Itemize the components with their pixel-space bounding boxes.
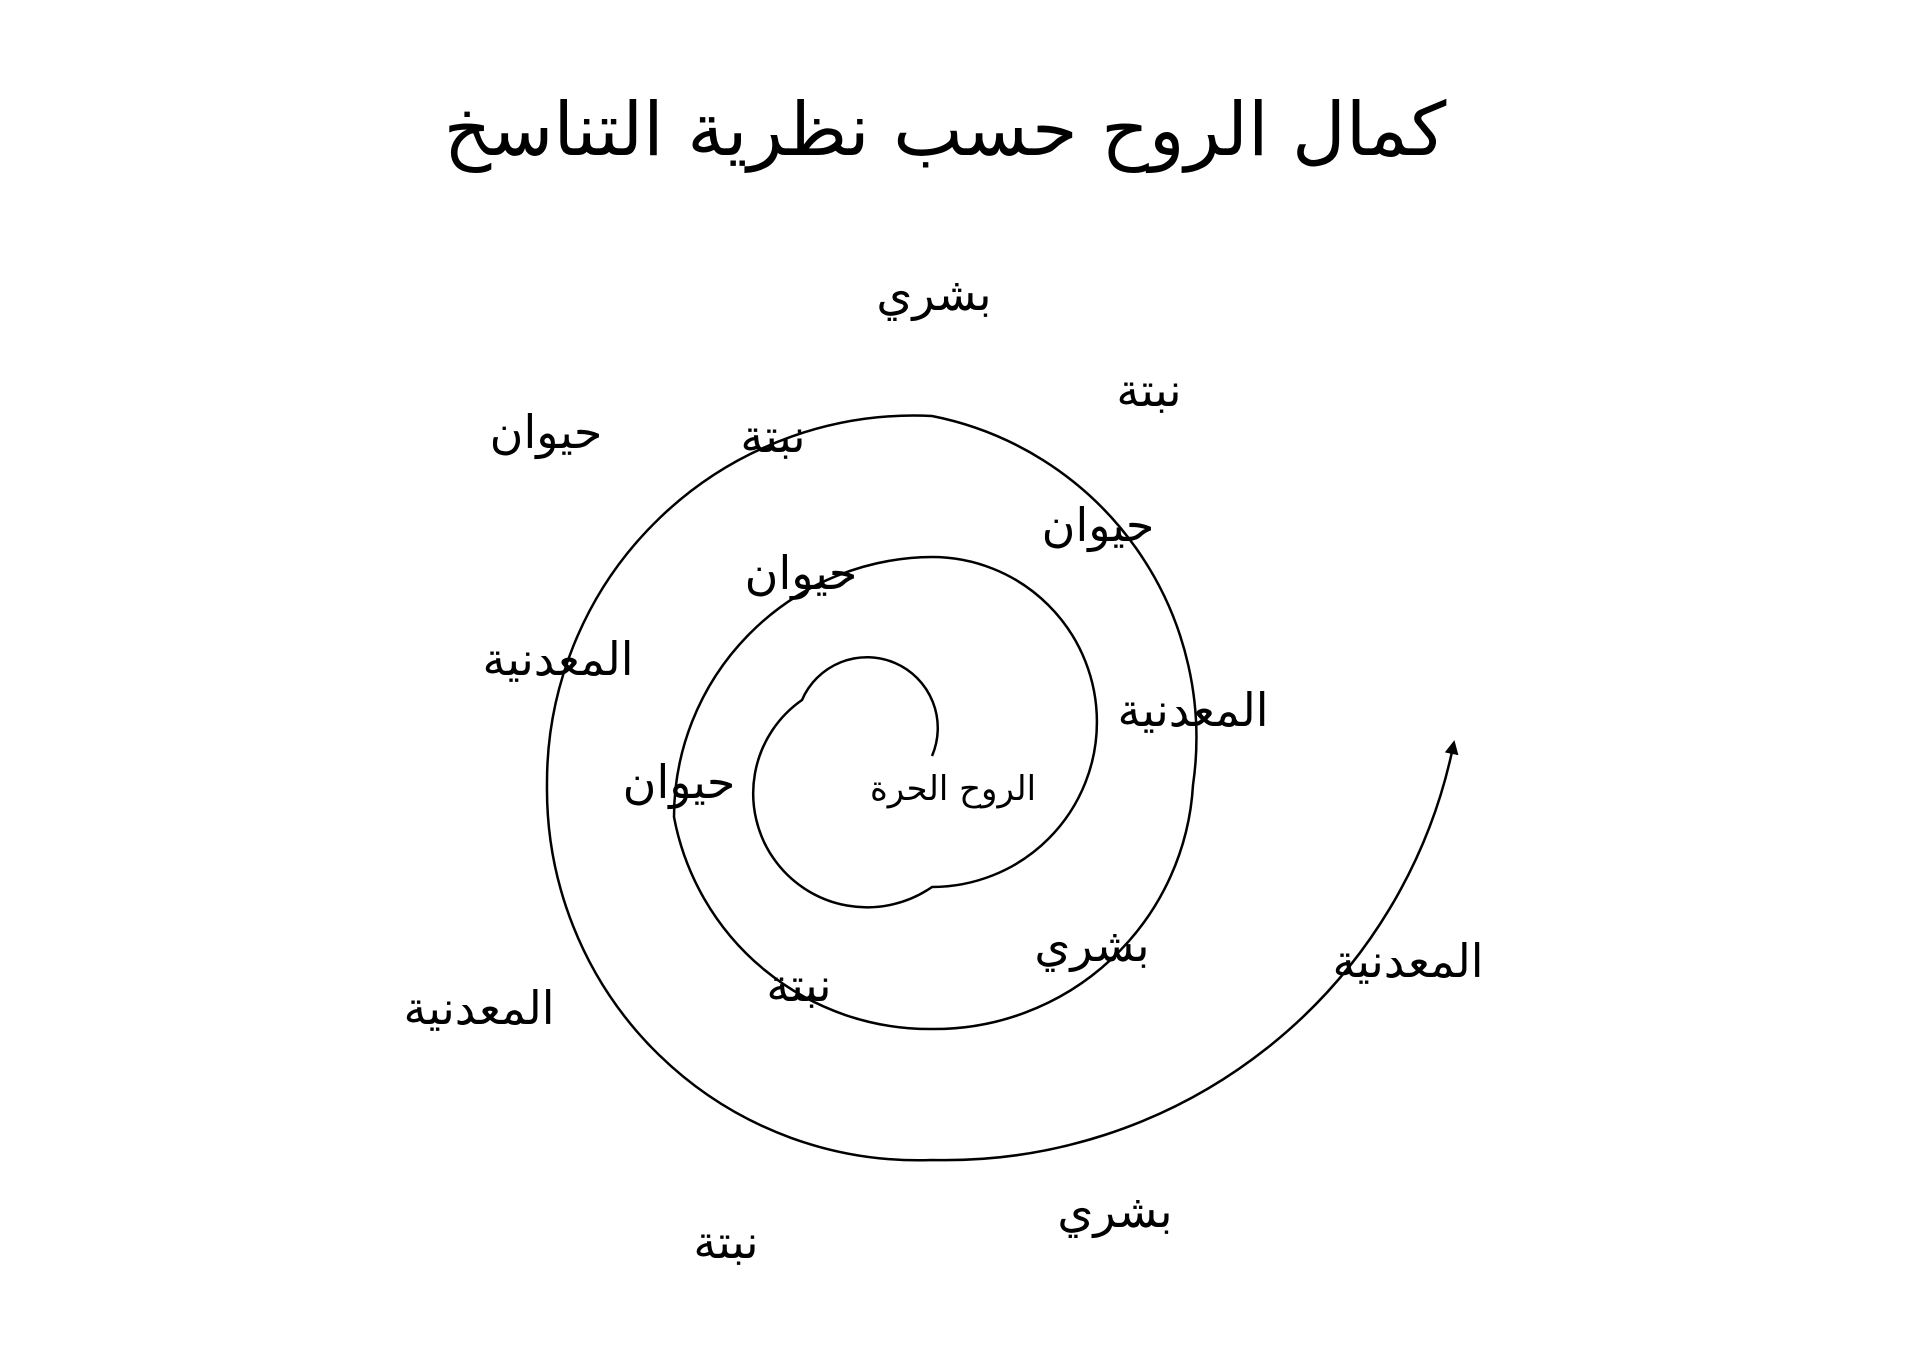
outer-plant-label: نبتة (1116, 363, 1182, 417)
inner-animal-label: حيوان (622, 755, 736, 809)
outer-plant-bottom-label: نبتة (693, 1215, 759, 1269)
inner-animal-top-label: حيوان (744, 546, 858, 600)
diagram-title: كمال الروح حسب نظرية التناسخ (443, 87, 1447, 173)
outer-mineral-label: المعدنية (403, 981, 555, 1035)
middle-plant-bottom-label: نبتة (766, 958, 832, 1012)
outer-mineral-right-label: المعدنية (1332, 934, 1484, 988)
middle-mineral-label: المعدنية (1117, 683, 1269, 737)
middle-animal-label: حيوان (1041, 498, 1155, 552)
outer-human-top-label: بشري (876, 267, 992, 321)
outer-animal-label: حيوان (489, 405, 603, 459)
outer-human-bottom-label: بشري (1057, 1184, 1173, 1238)
middle-mineral-left-label: المعدنية (482, 632, 634, 686)
free-soul-label: الروح الحرة (869, 769, 1037, 809)
middle-plant-label: نبتة (740, 409, 806, 463)
middle-human-label: بشري (1034, 918, 1150, 972)
